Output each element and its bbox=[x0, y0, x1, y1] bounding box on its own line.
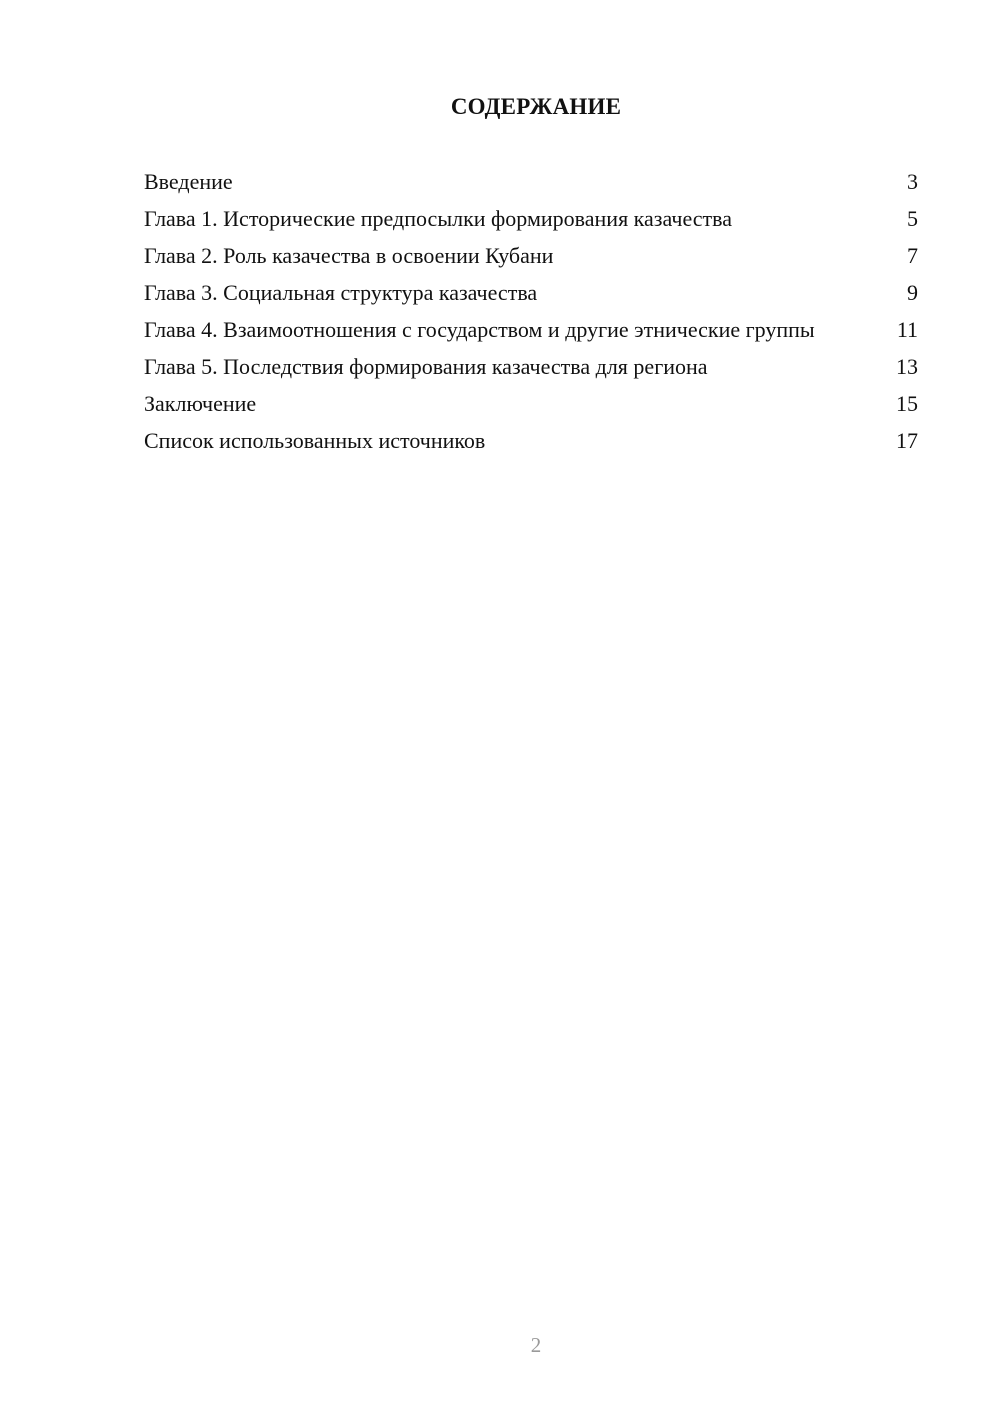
page-number: 2 bbox=[530, 1333, 542, 1357]
table-of-contents bbox=[144, 168, 918, 464]
toc-entry-text: Глава 3. Социальная структура казачества bbox=[144, 280, 538, 305]
toc-entry-chapter-3 bbox=[144, 279, 918, 306]
toc-entry-chapter-5 bbox=[144, 353, 918, 380]
toc-entry-page: 7 bbox=[907, 243, 918, 268]
toc-entry-text: Введение bbox=[144, 169, 233, 194]
toc-entry-text: Глава 2. Роль казачества в освоении Кубани bbox=[144, 243, 554, 268]
toc-entry-page: 11 bbox=[896, 317, 918, 342]
toc-entry-page: 3 bbox=[907, 169, 918, 194]
toc-entry-references bbox=[144, 427, 918, 454]
toc-entry-chapter-1 bbox=[144, 205, 918, 232]
toc-entry-page: 15 bbox=[896, 391, 918, 416]
toc-entry-page: 9 bbox=[907, 280, 918, 305]
toc-entry-text: Глава 4. Взаимоотношения с государством и другие этнические группы bbox=[144, 317, 815, 342]
toc-entry-text: Список использованных источников bbox=[144, 428, 486, 453]
toc-entry-page: 5 bbox=[907, 206, 918, 231]
toc-title: СОДЕРЖАНИЕ bbox=[450, 94, 622, 119]
toc-entry-text: Глава 5. Последствия формирования казачества для региона bbox=[144, 354, 708, 379]
toc-entry-chapter-2 bbox=[144, 242, 918, 269]
toc-entry-introduction bbox=[144, 168, 918, 195]
toc-entry-chapter-4 bbox=[144, 316, 918, 343]
toc-entry-text: Глава 1. Исторические предпосылки формирования казачества bbox=[144, 206, 732, 231]
toc-entry-conclusion bbox=[144, 390, 918, 417]
toc-entry-page: 17 bbox=[896, 428, 918, 453]
toc-entry-text: Заключение bbox=[144, 391, 257, 416]
toc-entry-page: 13 bbox=[896, 354, 918, 379]
